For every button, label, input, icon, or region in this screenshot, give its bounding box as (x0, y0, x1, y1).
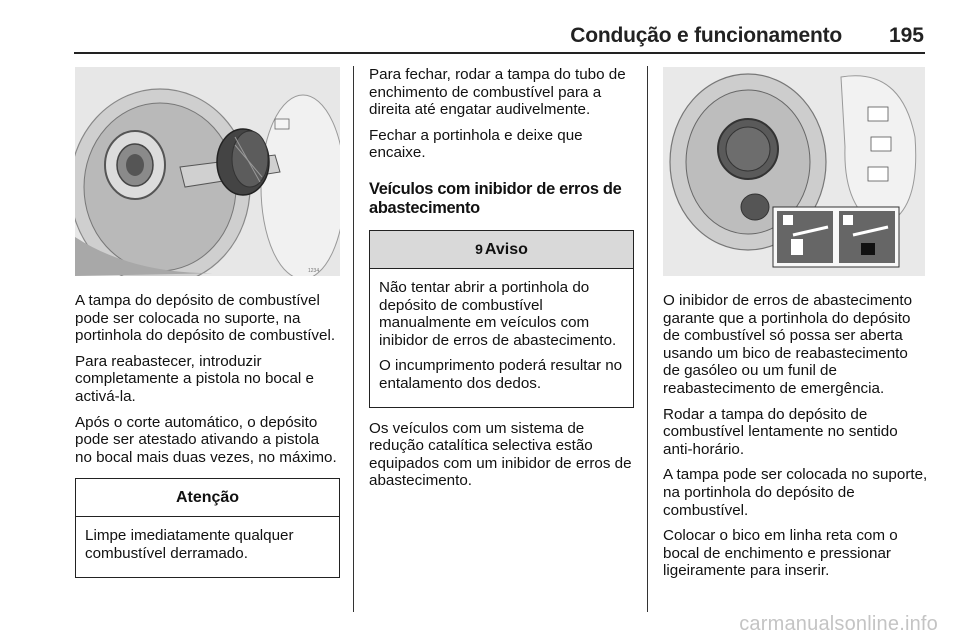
attention-box (75, 478, 340, 577)
misfuel-inhibitor-figure (663, 67, 925, 276)
column-3 (663, 292, 928, 588)
fuel-cap-illustration (75, 67, 340, 276)
watermark: carmanualsonline.info (739, 613, 938, 635)
paragraph: O inibidor de erros de abastecimento garante que a portinhola do depósito de combustível só possa ser aberta usando um bico de reabastecimento de gasóleo ou um funil de reabastecimento de emergência. (663, 292, 913, 397)
svg-text:1234: 1234 (308, 268, 320, 274)
misfuel-inhibitor-illustration (663, 67, 925, 276)
attention-body (76, 516, 339, 576)
warning-header (370, 231, 633, 268)
column-1 (75, 292, 340, 578)
chapter-title: Condução e funcionamento (570, 24, 842, 47)
paragraph: Rodar a tampa do depósito de combustível lentamente no sentido anti-horário. (663, 405, 898, 458)
warning-body (370, 268, 633, 407)
paragraph: Para fechar, rodar a tampa do tubo de enchimento de combustível para a direita até engatar audivelmente. (369, 66, 626, 119)
paragraph: Os veículos com um sistema de redução catalítica selectiva estão equipados com um inibidor de erros de abastecimento. (369, 419, 632, 490)
warning-title: Aviso (484, 240, 528, 258)
column-divider (647, 66, 648, 612)
paragraph: Colocar o bico em linha reta com o bocal de enchimento e pressionar ligeiramente para inserir. (663, 527, 898, 580)
page-number: 195 (888, 24, 924, 47)
paragraph: A tampa pode ser colocada no suporte, na portinhola do depósito de combustível. (663, 466, 928, 519)
attention-text: Limpe imediatamente qualquer combustível derramado. (85, 527, 294, 562)
warning-box (369, 230, 634, 408)
paragraph: Após o corte automático, o depósito pode ser atestado ativando a pistola no bocal mais duas vezes, no máximo. (75, 413, 337, 466)
section-heading: Veículos com inibidor de erros de abastecimento (369, 179, 622, 217)
header-rule (74, 52, 925, 54)
paragraph: A tampa do depósito de combustível pode ser colocada no suporte, na portinhola do depósito de combustível. (75, 292, 336, 345)
paragraph: Fechar a portinhola e deixe que encaixe. (369, 126, 583, 162)
warning-icon: 9 (475, 240, 483, 257)
warning-text: O incumprimento poderá resultar no entalamento dos dedos. (379, 357, 623, 392)
paragraph: Para reabastecer, introduzir completamente a pistola no bocal e activá-la. (75, 352, 314, 405)
column-divider (353, 66, 354, 612)
fuel-cap-figure (75, 67, 340, 276)
column-2 (369, 66, 634, 498)
page-header (0, 0, 960, 60)
warning-text: Não tentar abrir a portinhola do depósito de combustível manualmente em veículos com inibidor de erros de abastecimento. (379, 278, 617, 349)
attention-title: Atenção (76, 479, 339, 516)
